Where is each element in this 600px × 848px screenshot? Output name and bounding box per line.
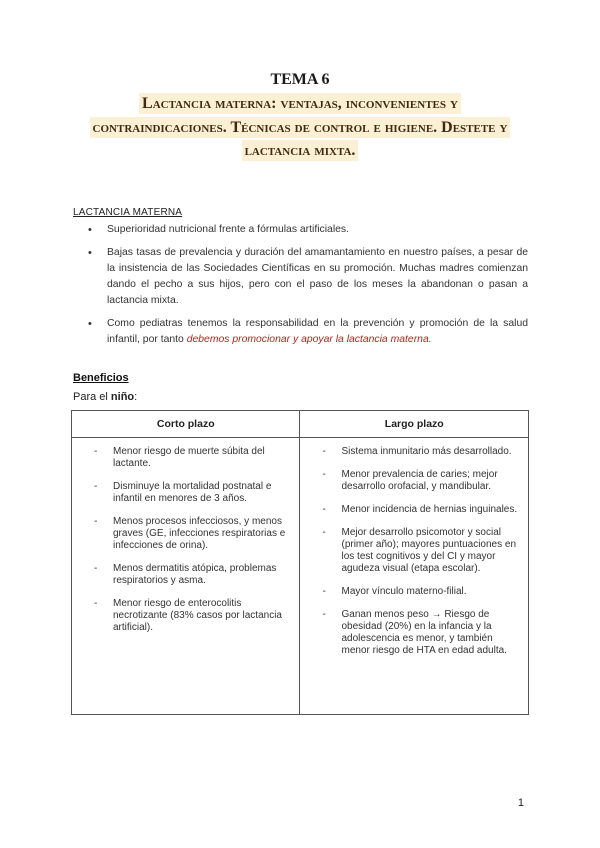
subtitle-text-2: contraindicaciones. Técnicas de control e higiene. Destete y <box>90 117 511 138</box>
benefits-table <box>71 410 529 715</box>
list-item: - Menor riesgo de enterocolitis necrotizante (83% casos por lactancia artificial). <box>80 598 293 634</box>
subtitle-line-2 <box>0 119 600 137</box>
list-item: - Menos procesos infecciosos, y menos graves (GE, infecciones respiratorias e infecciones de orina). <box>80 516 293 552</box>
list-item: - Menor prevalencia de caries; mejor desarrollo orofacial, y mandibular. <box>308 469 522 493</box>
page-number: 1 <box>517 797 524 809</box>
list-item: - Sistema inmunitario más desarrollado. <box>308 446 522 458</box>
bullet-item: • Bajas tasas de prevalencia y duración del amamantamiento en nuestro países, a pesar de la insistencia de las Sociedades Científicas en su promoción. Muchas madres comienzan dando el pecho a sus hijos, pero con el paso de los meses la abandonan o pasan a lactancia mixta. <box>73 245 528 309</box>
column-header-long-term: Largo plazo <box>300 411 529 438</box>
page-title: TEMA 6 <box>270 71 330 88</box>
column-header-short-term: Corto plazo <box>72 411 300 438</box>
list-item: - Menor riesgo de muerte súbita del lactante. <box>80 446 293 470</box>
subtitle-text-3: lactancia mixta. <box>242 140 359 161</box>
bullet-item <box>73 316 528 348</box>
long-term-cell <box>300 438 529 715</box>
list-item: - Mejor desarrollo psicomotor y social (primer año); mayores puntuaciones en los test cognitivos y del CI y mayor agudeza visual (etapa escolar). <box>308 527 522 575</box>
subtitle-line-1 <box>0 95 600 113</box>
list-item: - Menos dermatitis atópica, problemas respiratorios y asma. <box>80 563 293 587</box>
short-term-cell <box>72 438 300 715</box>
bullet-list <box>73 222 528 355</box>
intro-bold: niño <box>110 391 135 403</box>
intro-prefix: Para el <box>73 391 111 403</box>
list-item: - Disminuye la mortalidad postnatal e infantil en menores de 3 años. <box>80 481 293 505</box>
benefits-heading: Beneficios <box>73 372 129 384</box>
subtitle-line-3 <box>0 142 600 160</box>
subtitle-text-1: Lactancia materna: ventajas, inconvenientes y <box>139 93 461 114</box>
section-heading: LACTANCIA MATERNA <box>73 207 183 218</box>
long-term-list <box>308 446 522 657</box>
highlighted-text: debemos promocionar y apoyar la lactancia materna. <box>186 334 432 345</box>
list-item: - Mayor vínculo materno-filial. <box>308 586 522 598</box>
list-item: - Menor incidencia de hernias inguinales. <box>308 504 522 516</box>
bullet-item: • Superioridad nutricional frente a fórmulas artificiales. <box>73 222 528 238</box>
short-term-list <box>80 446 293 634</box>
intro-suffix: : <box>134 391 138 403</box>
bullet-text: Como pediatras tenemos la responsabilidad en la prevención y promoción de la salud infantil, por tanto <box>107 318 528 345</box>
benefits-intro <box>73 391 137 403</box>
list-item: - Ganan menos peso → Riesgo de obesidad (20%) en la infancia y la adolescencia es menor, y también menor riesgo de HTA en edad adulta. <box>308 609 522 657</box>
